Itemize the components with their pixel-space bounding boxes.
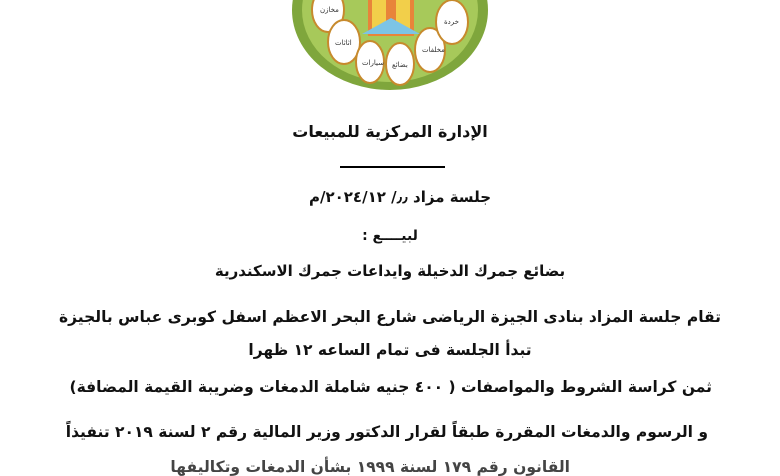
logo-word-2: اثاثات <box>335 39 352 47</box>
logo-word-4: بضائع <box>392 61 408 69</box>
session-date: جلسة مزاد ٫٫/ ٢٠٢٤/١٢/م <box>308 188 492 206</box>
logo-word-5: مخلفات <box>422 46 445 54</box>
goods-description: بضائع جمرك الدخيلة وايداعات جمرك الاسكندرية <box>214 262 566 280</box>
sale-label: لبيــــع : <box>362 228 418 244</box>
department-title: الإدارة المركزية للمبيعات <box>292 122 488 141</box>
logo-word-1: مخازن <box>320 6 339 14</box>
fees-text: و الرسوم والدمغات المقررة طبقاً لقرار الدكتور وزير المالية رقم ٢ لسنة ٢٠١٩ تنفيذاً <box>65 423 708 441</box>
logo-word-6: خردة <box>444 18 459 26</box>
title-underline <box>340 166 445 168</box>
start-time-text: تبدأ الجلسة فى تمام الساعه ١٢ ظهرا <box>248 341 532 359</box>
customs-sales-logo <box>288 0 493 100</box>
cut-off-line: القانون رقم ١٧٩ لسنة ١٩٩٩ بشأن الدمغات وتكاليفها <box>170 458 570 476</box>
logo-word-3: سيارات <box>362 59 385 67</box>
venue-text: تقام جلسة المزاد بنادى الجيزة الرياضى شارع البحر الاعظم اسفل كوبرى عباس بالجيزة <box>58 308 721 326</box>
booklet-price-text: ثمن كراسة الشروط والمواصفات ( ٤٠٠ جنيه شاملة الدمغات وضريبة القيمة المضافة) <box>69 378 712 396</box>
